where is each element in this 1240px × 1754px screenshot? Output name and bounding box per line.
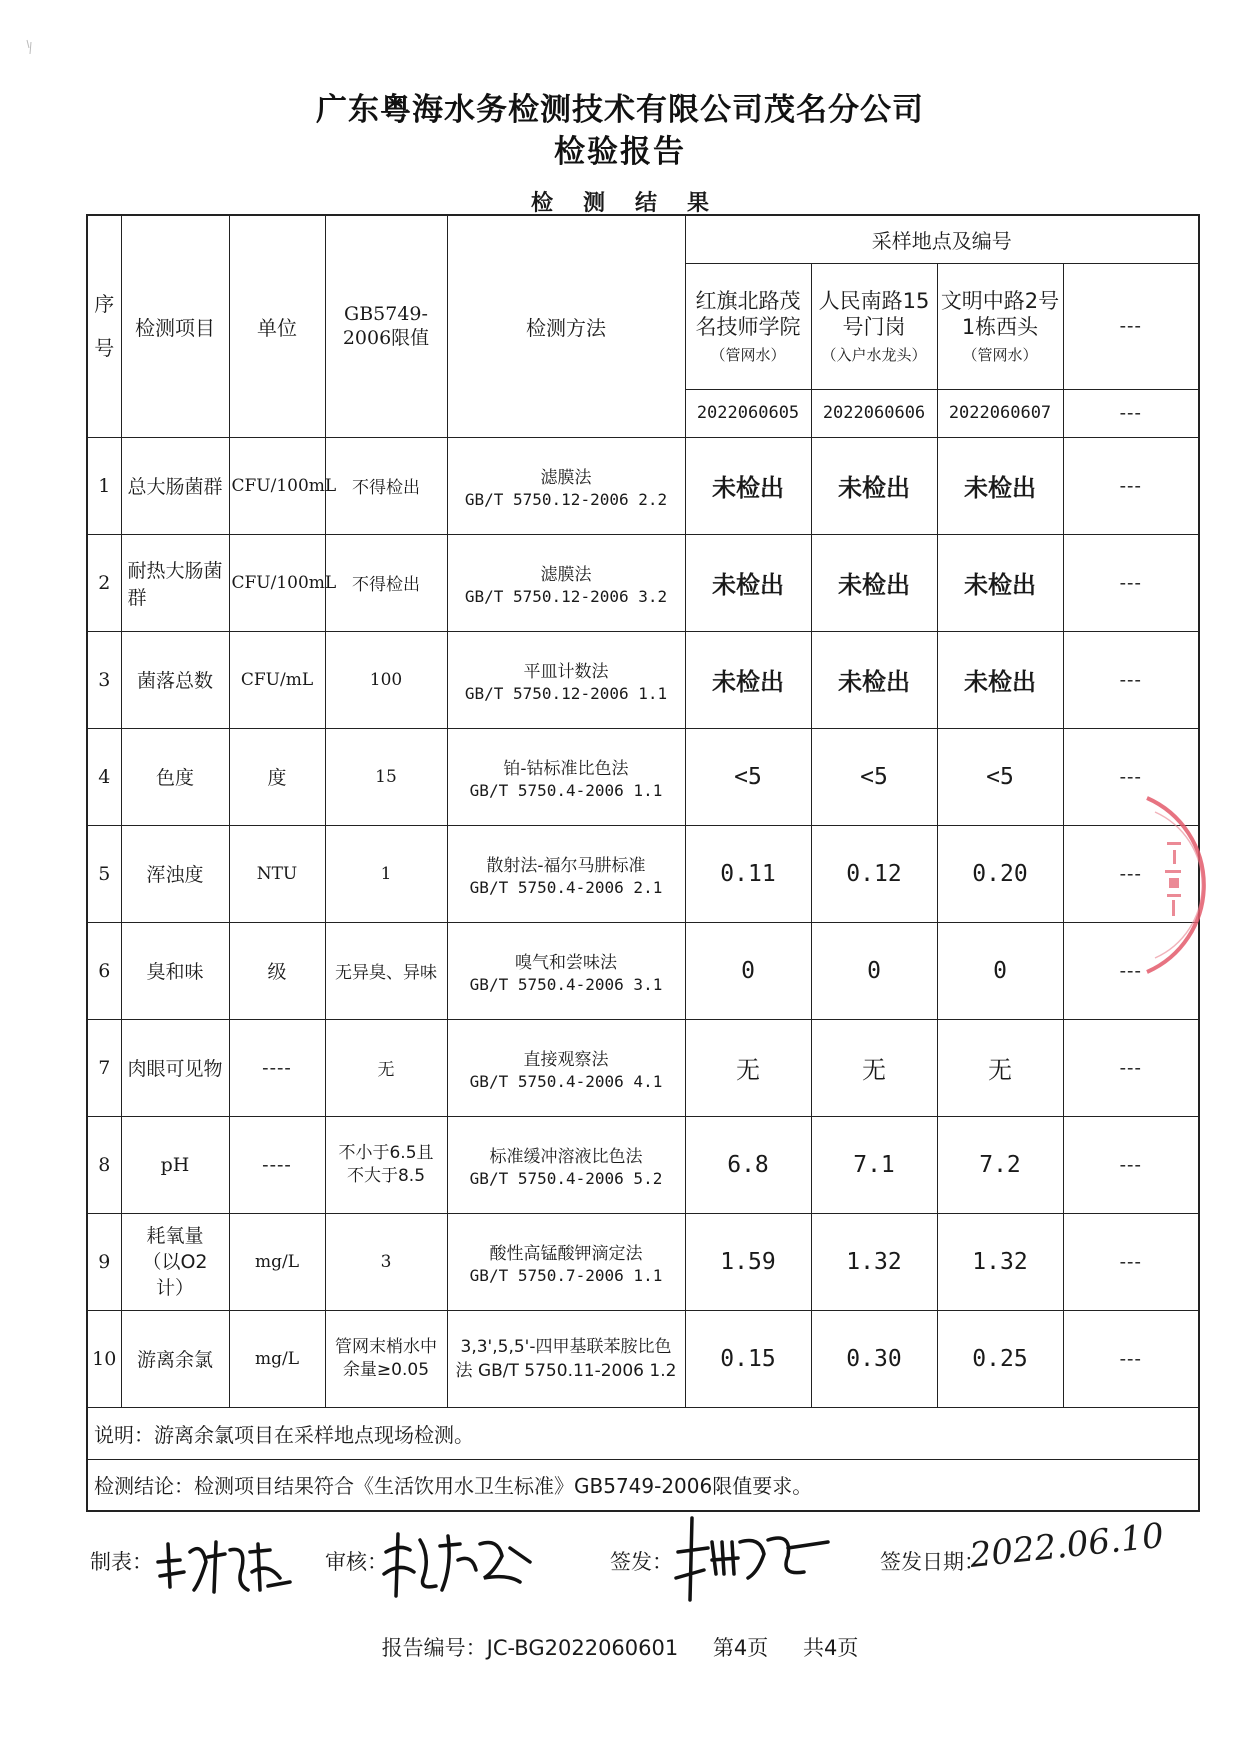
reviewed-label: 审核：	[325, 1550, 388, 1574]
row-result: ---	[1063, 631, 1199, 728]
table-row	[87, 922, 1199, 1019]
row-result: 1.32	[937, 1213, 1063, 1310]
issue-date-label: 签发日期：	[880, 1550, 985, 1574]
row-result: ---	[1063, 922, 1199, 1019]
row-result: ---	[1063, 1213, 1199, 1310]
table-row	[87, 728, 1199, 825]
row-method: 3,3',5,5'-四甲基联苯胺比色法 GB/T 5750.11-2006 1.2	[447, 1310, 685, 1407]
row-no: 9	[87, 1213, 121, 1310]
row-result: 0	[811, 922, 937, 1019]
row-result: 未检出	[685, 534, 811, 631]
report-title: 检验报告	[554, 134, 686, 170]
row-result: ---	[1063, 1310, 1199, 1407]
row-result: 7.1	[811, 1116, 937, 1213]
conclusion-note: 检测结论：检测项目结果符合《生活饮用水卫生标准》GB5749-2006限值要求。	[87, 1459, 1199, 1511]
row-result: 6.8	[685, 1116, 811, 1213]
table-row	[87, 437, 1199, 534]
table-row	[87, 1213, 1199, 1310]
location-code-1: 2022060605	[685, 389, 811, 437]
table-row	[87, 1116, 1199, 1213]
row-result: 未检出	[685, 631, 811, 728]
row-result: <5	[685, 728, 811, 825]
footer	[0, 1632, 1240, 1662]
row-no: 6	[87, 922, 121, 1019]
row-method: 嗅气和尝味法 GB/T 5750.4-2006 3.1	[447, 922, 685, 1019]
row-no: 4	[87, 728, 121, 825]
header-seq: 序号	[87, 215, 121, 437]
row-unit: mg/L	[229, 1213, 325, 1310]
row-unit: 度	[229, 728, 325, 825]
row-no: 2	[87, 534, 121, 631]
header-item: 检测项目	[121, 215, 229, 437]
row-result: 未检出	[685, 437, 811, 534]
row-result: 0.15	[685, 1310, 811, 1407]
header-limit: GB5749-2006限值	[325, 215, 447, 437]
row-limit: 1	[325, 825, 447, 922]
row-result: 0.25	[937, 1310, 1063, 1407]
row-result: ---	[1063, 534, 1199, 631]
row-result: 无	[685, 1019, 811, 1116]
row-item: 耐热大肠菌群	[121, 534, 229, 631]
issued-signature-icon	[668, 1512, 838, 1604]
row-no: 7	[87, 1019, 121, 1116]
row-result: 7.2	[937, 1116, 1063, 1213]
row-item: 菌落总数	[121, 631, 229, 728]
total-pages: 共4页	[802, 1636, 859, 1660]
row-limit: 不得检出	[325, 534, 447, 631]
row-item: pH	[121, 1116, 229, 1213]
location-code-3: 2022060607	[937, 389, 1063, 437]
row-result: <5	[937, 728, 1063, 825]
row-result: 未检出	[937, 437, 1063, 534]
location-name-1: 红旗北路茂名技师学院 （管网水）	[685, 263, 811, 389]
row-item: 游离余氯	[121, 1310, 229, 1407]
row-method: 标准缓冲溶液比色法 GB/T 5750.4-2006 5.2	[447, 1116, 685, 1213]
row-result: 未检出	[937, 631, 1063, 728]
table-row	[87, 1310, 1199, 1407]
row-method: 滤膜法 GB/T 5750.12-2006 3.2	[447, 534, 685, 631]
header-locations-group: 采样地点及编号	[685, 215, 1199, 263]
row-item: 浑浊度	[121, 825, 229, 922]
row-limit: 100	[325, 631, 447, 728]
table-row	[87, 534, 1199, 631]
row-method: 直接观察法 GB/T 5750.4-2006 4.1	[447, 1019, 685, 1116]
header-unit: 单位	[229, 215, 325, 437]
table-row	[87, 825, 1199, 922]
location-name-3: 文明中路2号1栋西头 （管网水）	[937, 263, 1063, 389]
row-limit: 3	[325, 1213, 447, 1310]
row-method: 滤膜法 GB/T 5750.12-2006 2.2	[447, 437, 685, 534]
row-no: 8	[87, 1116, 121, 1213]
row-result: 0	[937, 922, 1063, 1019]
header-method: 检测方法	[447, 215, 685, 437]
row-unit: NTU	[229, 825, 325, 922]
row-result: ---	[1063, 825, 1199, 922]
page-number: 第4页	[712, 1636, 769, 1660]
location-name-4: ---	[1063, 263, 1199, 389]
results-table	[86, 214, 1200, 1512]
location-code-2: 2022060606	[811, 389, 937, 437]
row-result: 1.32	[811, 1213, 937, 1310]
row-limit: 无异臭、异味	[325, 922, 447, 1019]
scan-mark-icon	[24, 38, 36, 58]
row-result: 未检出	[811, 534, 937, 631]
row-no: 5	[87, 825, 121, 922]
prepared-label: 制表：	[90, 1550, 153, 1574]
row-no: 10	[87, 1310, 121, 1407]
row-result: 0.20	[937, 825, 1063, 922]
row-result: 无	[811, 1019, 937, 1116]
table-row	[87, 631, 1199, 728]
reviewed-signature-icon	[380, 1526, 540, 1602]
row-unit: CFU/100mL	[229, 437, 325, 534]
row-method: 铂-钴标准比色法 GB/T 5750.4-2006 1.1	[447, 728, 685, 825]
row-result: <5	[811, 728, 937, 825]
row-result: 未检出	[811, 631, 937, 728]
issued-label: 签发：	[610, 1550, 673, 1574]
row-result: 0.11	[685, 825, 811, 922]
company-name: 广东粤海水务检测技术有限公司茂名分公司	[316, 92, 924, 128]
row-unit: mg/L	[229, 1310, 325, 1407]
row-item: 臭和味	[121, 922, 229, 1019]
signature-row	[90, 1515, 1200, 1612]
report-number: 报告编号：JC-BG2022060601	[381, 1636, 679, 1660]
row-result: ---	[1063, 1116, 1199, 1213]
row-no: 3	[87, 631, 121, 728]
row-limit: 15	[325, 728, 447, 825]
section-title: 检测结果	[530, 191, 739, 216]
row-no: 1	[87, 437, 121, 534]
table-row	[87, 1019, 1199, 1116]
prepared-signature-icon	[150, 1532, 300, 1602]
row-item: 耗氧量（以O2计）	[121, 1213, 229, 1310]
row-result: 1.59	[685, 1213, 811, 1310]
row-limit: 管网末梢水中余量≥0.05	[325, 1310, 447, 1407]
row-method: 平皿计数法 GB/T 5750.12-2006 1.1	[447, 631, 685, 728]
row-unit: 级	[229, 922, 325, 1019]
row-result: 0	[685, 922, 811, 1019]
row-result: 未检出	[811, 437, 937, 534]
row-result: ---	[1063, 437, 1199, 534]
row-result: 未检出	[937, 534, 1063, 631]
row-unit: CFU/mL	[229, 631, 325, 728]
row-item: 色度	[121, 728, 229, 825]
row-item: 总大肠菌群	[121, 437, 229, 534]
row-result: 无	[937, 1019, 1063, 1116]
row-unit: ----	[229, 1116, 325, 1213]
row-unit: CFU/100mL	[229, 534, 325, 631]
row-result: ---	[1063, 1019, 1199, 1116]
row-limit: 无	[325, 1019, 447, 1116]
location-name-2: 人民南路15号门岗 （入户水龙头）	[811, 263, 937, 389]
issue-date: 2022.06.10	[967, 1515, 1166, 1576]
row-limit: 不小于6.5且不大于8.5	[325, 1116, 447, 1213]
red-seal-icon	[1145, 790, 1240, 980]
row-result: 0.30	[811, 1310, 937, 1407]
location-code-4: ---	[1063, 389, 1199, 437]
row-limit: 不得检出	[325, 437, 447, 534]
row-method: 酸性高锰酸钾滴定法 GB/T 5750.7-2006 1.1	[447, 1213, 685, 1310]
row-result: 0.12	[811, 825, 937, 922]
row-method: 散射法-福尔马肼标准 GB/T 5750.4-2006 2.1	[447, 825, 685, 922]
row-result: ---	[1063, 728, 1199, 825]
row-unit: ----	[229, 1019, 325, 1116]
remark-note: 说明：游离余氯项目在采样地点现场检测。	[87, 1407, 1199, 1459]
row-item: 肉眼可见物	[121, 1019, 229, 1116]
